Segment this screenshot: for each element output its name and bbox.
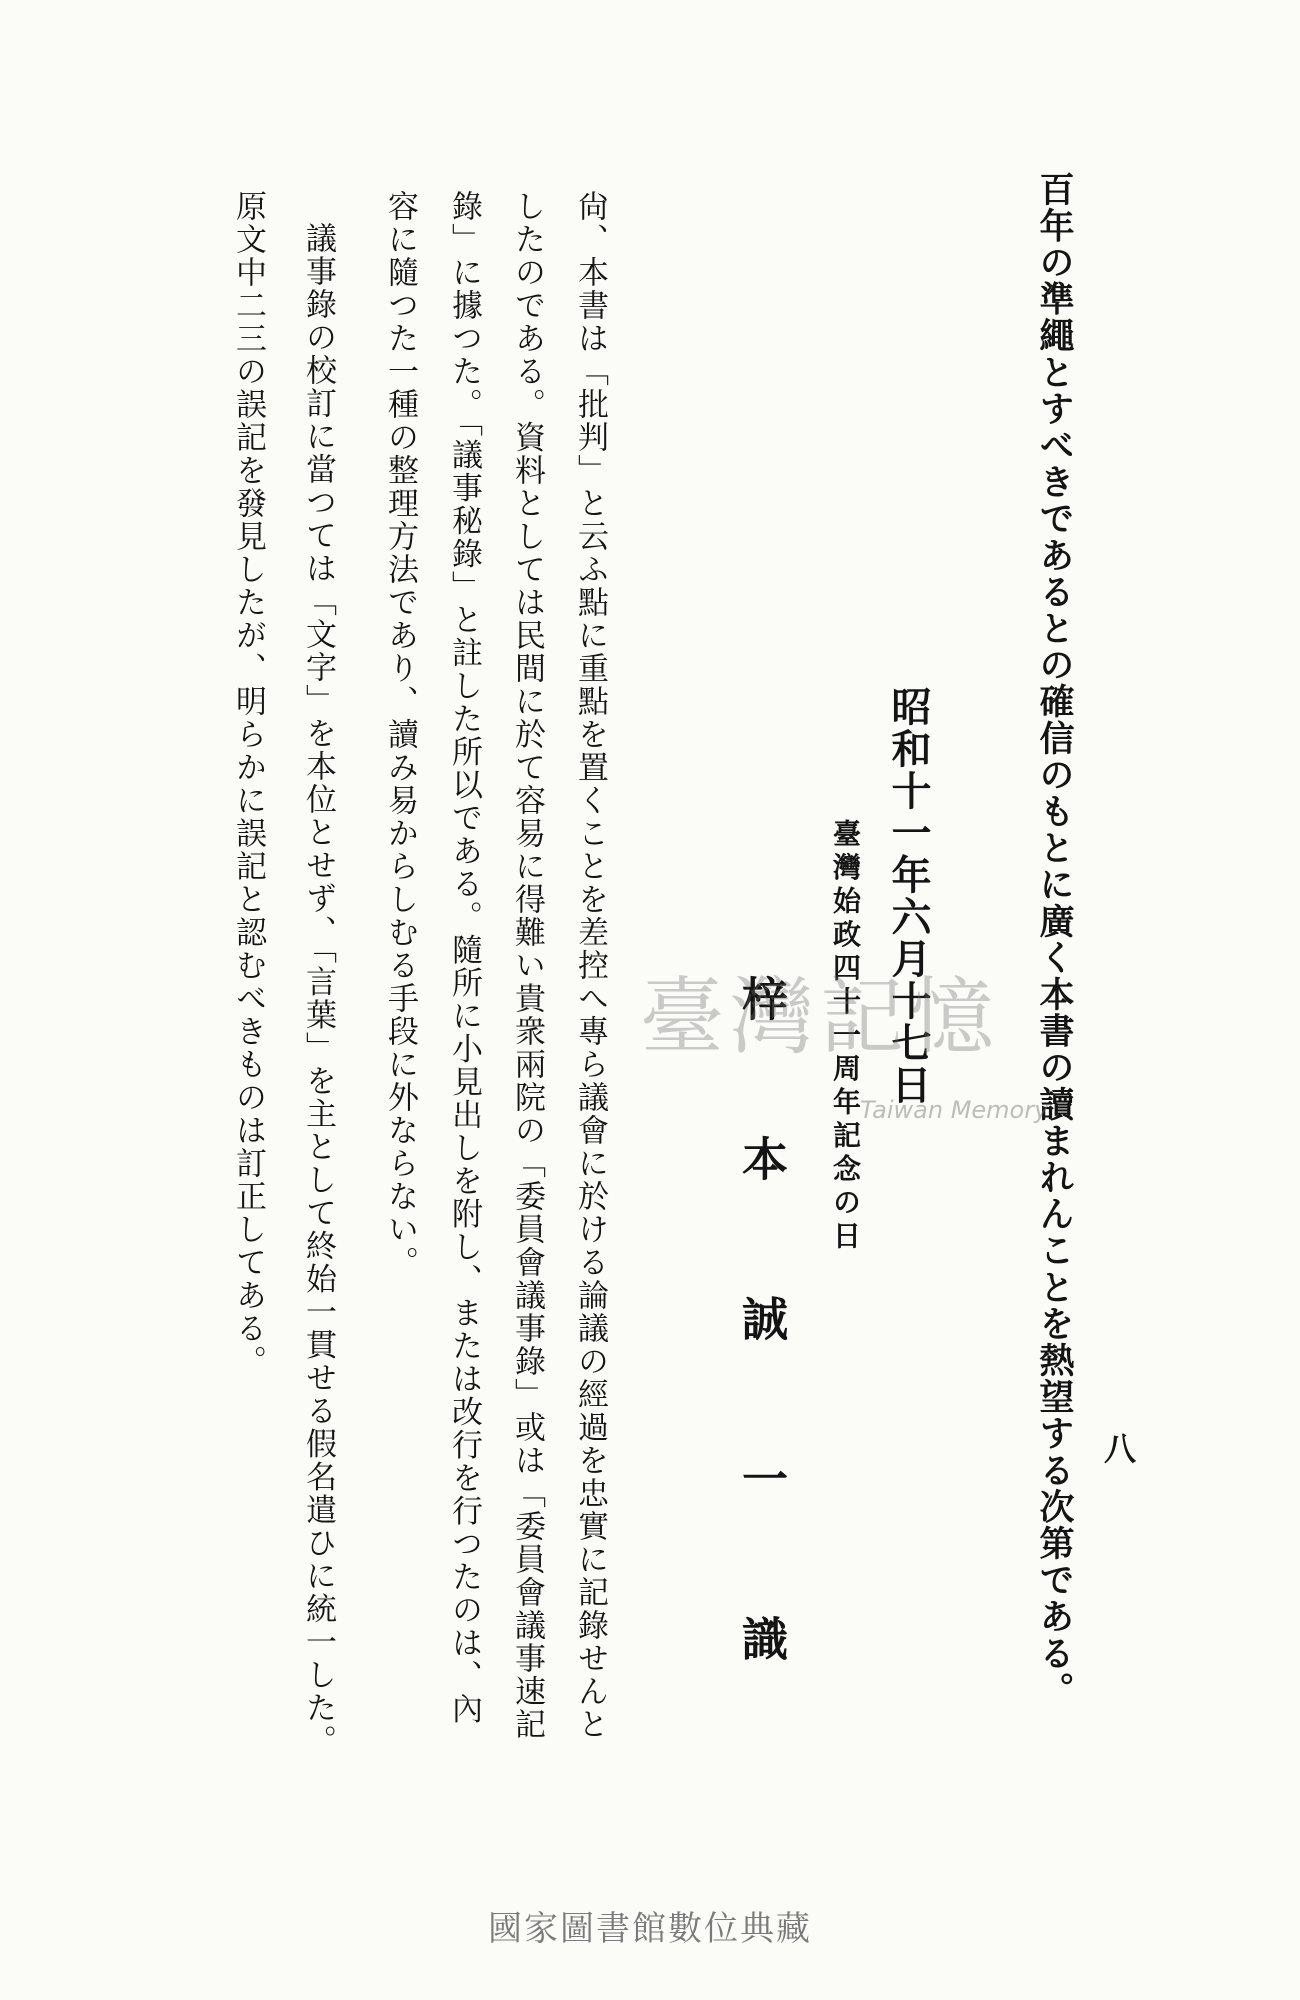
note-line-6: 原文中二三の誤記を發見したが、明らかに誤記と認むべきものは訂正してある。 [230,190,266,1378]
archive-footer: 國家圖書館數位典藏 [488,1909,812,1949]
note-line-5: 議事錄の校訂に當つては「文字」を本位とせず、「言葉」を主として終始一貫せる假名遣ひに統一した。 [300,222,336,1758]
note-line-4: 容に隨つた一種の整理方法であり、讀み易からしむる手段に外ならない。 [382,190,418,1279]
closing-line: 百年の準繩とすべきであるとの確信のもとに廣く本書の讀まれんことを熱望する次第である。 [1034,171,1075,1709]
note-line-1: 尙、本書は「批判」と云ふ點に重點を置くことを差控へ專ら議會に於ける論議の經過を忠實に記錄せんと [572,190,608,1741]
signature-author: 梓本誠一識 [735,975,789,1775]
page-number: 八 [1099,1432,1137,1464]
signature-occasion: 臺灣始政四十一周年記念の日 [829,819,862,1255]
note-line-3: 錄」に據つた。「議事秘錄」と註した所以である。隨所に小見出しを附し、または改行を行つたのは、內 [446,190,482,1726]
note-line-2: したのである。資料としては民間に於て容易に得難い貴衆兩院の「委員會議事錄」或は「委員會議事速記 [509,190,545,1741]
watermark-english: Taiwan Memory [860,1096,1049,1124]
signature-date: 昭和十一年六月十七日 [885,686,932,1106]
watermark-chinese: 臺灣記憶 [640,968,1001,1066]
